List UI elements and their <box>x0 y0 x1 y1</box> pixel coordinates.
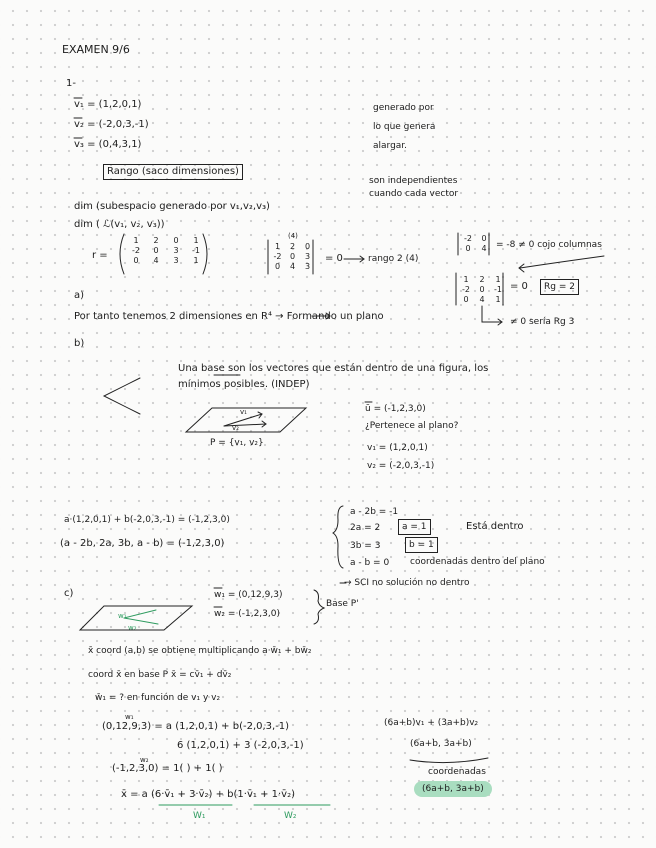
small-det-text: = -8 ≠ 0 cojo columnas <box>496 240 602 250</box>
u-vector: ū = (-1,2,3,0) <box>365 404 426 414</box>
matrix-cell: 1 <box>274 242 281 251</box>
det-result: = 0 <box>325 253 343 264</box>
r-label: r = <box>92 250 108 261</box>
rango-result: rango 2 (4) <box>368 254 419 264</box>
angle-sketch <box>104 378 140 414</box>
expansion-eq-2: 6 (1,2,0,1) + 3 (-2,0,3,-1) <box>177 740 304 751</box>
a-solution-box: a = 1 <box>398 519 431 535</box>
coord-line-2: coord x̄ en base P x̄ = cv̄₁ + dv̄₂ <box>88 670 232 680</box>
note-genera: lo que genera <box>373 122 436 132</box>
matrix-cell: -2 <box>273 252 282 261</box>
base-brace <box>314 590 324 624</box>
matrix-cell: 3 <box>304 262 311 271</box>
dim-line-1: dim (subespacio generado por v₁,v₂,v₃) <box>74 201 270 212</box>
not-zero-note: ≠ 0 sería Rg 3 <box>510 317 575 327</box>
matrix-cell: 0 <box>479 285 485 294</box>
coord-line-1: x̄ coord (a,b) se obtiene multiplicando a·w̄₁ + bw̄₂ <box>88 646 312 656</box>
curve-arrow <box>520 256 604 268</box>
matrix-cell: 4 <box>479 295 485 304</box>
final-coordinates-highlight: (6a+b, 3a+b) <box>414 781 492 797</box>
base-p-prime: Base P' <box>326 599 359 609</box>
dim-line-2: dim ( ℒ(v₁, v₂, v₃)) <box>74 219 165 230</box>
matrix-cell: 3 <box>173 246 179 255</box>
matrix-cell: 3 <box>173 256 179 265</box>
vector-v2: v₂ = (-2,0,3,-1) <box>74 119 149 130</box>
plane-v2-label: v₂ <box>232 424 239 432</box>
part-a-text: Por tanto tenemos 2 dimensiones en R⁴ → Formando un plano <box>74 311 384 322</box>
rango-box: Rango (saco dimensiones) <box>103 164 243 180</box>
plane-w1-label: w₁ <box>118 612 127 620</box>
w1-vector: w₁ = (0,12,9,3) <box>214 590 283 600</box>
matrix-cell: 0 <box>173 236 179 245</box>
plane-w2-label: w₂ <box>128 624 137 632</box>
matrix-cell: 0 <box>304 242 311 251</box>
system-eq-1: a - 2b = -1 <box>350 507 399 517</box>
under-w1: W₁ <box>193 811 206 821</box>
note-independientes: son independientes <box>369 176 458 186</box>
matrix-cell: -1 <box>192 246 200 255</box>
expansion-eq-3: (-1,2,3,0) = 1( ) + 1( ) <box>112 763 223 774</box>
matrix-cell: 0 <box>289 252 296 261</box>
w1-small: w₁ <box>125 713 134 721</box>
coordenadas-label: coordenadas <box>428 767 486 777</box>
matrix-cell: -2 <box>464 234 472 243</box>
matrix-cell: 1 <box>495 295 501 304</box>
system-eq-2: 2a = 2 <box>350 523 381 533</box>
sci-note: → SCI no solución no dentro <box>344 578 470 588</box>
matrix-cell: 1 <box>463 275 469 284</box>
matrix-cell: 0 <box>133 256 139 265</box>
matrix-cell: 0 <box>481 234 487 243</box>
v1-again: v₁ = (1,2,0,1) <box>367 443 428 453</box>
pertenece-question: ¿Pertenece al plano? <box>365 421 459 431</box>
plane-c <box>80 606 192 630</box>
plane-v1-label: v₁ <box>240 408 247 416</box>
right-expression-2: (6a+b, 3a+b) <box>410 739 472 749</box>
final-expression: x̄ = a (6·v̄₁ + 3·v̄₂) + b(1·v̄₁ + 1·v̄₂) <box>121 789 295 800</box>
vector-v3: v₃ = (0,4,3,1) <box>74 139 142 150</box>
coord-line-3: w̄₁ = ? en función de v₁ y v₂ <box>95 693 221 703</box>
matrix-cell: -1 <box>494 285 502 294</box>
rg2-box: Rg = 2 <box>540 279 579 295</box>
matrix-cell: 1 <box>495 275 501 284</box>
matrix-cell: 3 <box>304 252 311 261</box>
esta-dentro: Está dentro <box>466 521 524 532</box>
paren-left <box>120 234 124 274</box>
exam-title: EXAMEN 9/6 <box>62 43 130 56</box>
matrix-cell: 4 <box>153 256 159 265</box>
matrix-cell: 1 <box>193 256 199 265</box>
right-expression-1: (6a+b)v₁ + (3a+b)v₂ <box>384 718 479 728</box>
matrix-cell: 0 <box>463 295 469 304</box>
matrix-cell: 0 <box>153 246 159 255</box>
matrix-cell: 2 <box>289 242 296 251</box>
system-brace <box>333 506 343 568</box>
plane-b <box>186 408 306 432</box>
coords-note: coordenadas dentro del plano <box>410 557 545 567</box>
base-definition-2: mínimos posibles. (INDEP) <box>178 379 310 390</box>
b-solution-box: b = 1 <box>405 537 438 553</box>
matrix-cell: -2 <box>132 246 140 255</box>
equation-line-2: (a - 2b, 2a, 3b, a - b) = (-1,2,3,0) <box>60 538 225 549</box>
matrix-cell: 0 <box>274 262 281 271</box>
part-c-label: c) <box>64 588 74 599</box>
part-b-label: b) <box>74 338 85 349</box>
system-eq-3: 3b = 3 <box>350 541 381 551</box>
system-eq-4: a - b = 0 <box>350 558 390 568</box>
matrix-cell: -2 <box>462 285 470 294</box>
matrix-cell: 1 <box>193 236 199 245</box>
matrix-cell: 4 <box>289 262 296 271</box>
w2-small: w₂ <box>140 756 149 764</box>
matrix-cell: 4 <box>481 244 487 253</box>
note-cada-vector: cuando cada vector <box>369 189 459 199</box>
vector-v1: v₁ = (1,2,0,1) <box>74 99 142 110</box>
matrix-cell: 1 <box>133 236 139 245</box>
under-w2: W₂ <box>284 811 297 821</box>
det3x3-eq: = 0 <box>510 281 528 292</box>
expansion-eq-1: (0,12,9,3) = a (1,2,0,1) + b(-2,0,3,-1) <box>102 721 290 732</box>
matrix-cell: 2 <box>153 236 159 245</box>
note-alargar: alargar. <box>373 141 408 151</box>
problem-number: 1- <box>66 78 76 89</box>
equation-line-1: a·(1,2,0,1) + b(-2,0,3,-1) = (-1,2,3,0) <box>64 515 230 525</box>
note-generado: generado por <box>373 103 434 113</box>
w2-vector: w₂ = (-1,2,3,0) <box>214 609 280 619</box>
v2-again: v₂ = (-2,0,3,-1) <box>367 461 435 471</box>
paren-right <box>203 234 207 274</box>
matrix-cell: 2 <box>479 275 485 284</box>
matrix-cell: 0 <box>465 244 471 253</box>
det-label: (4) <box>288 232 298 240</box>
plane-p-label: P = {v₁, v₂} <box>210 438 264 448</box>
base-definition-1: Una base son los vectores que están dentro de una figura, los <box>178 363 489 374</box>
part-a-label: a) <box>74 290 85 301</box>
